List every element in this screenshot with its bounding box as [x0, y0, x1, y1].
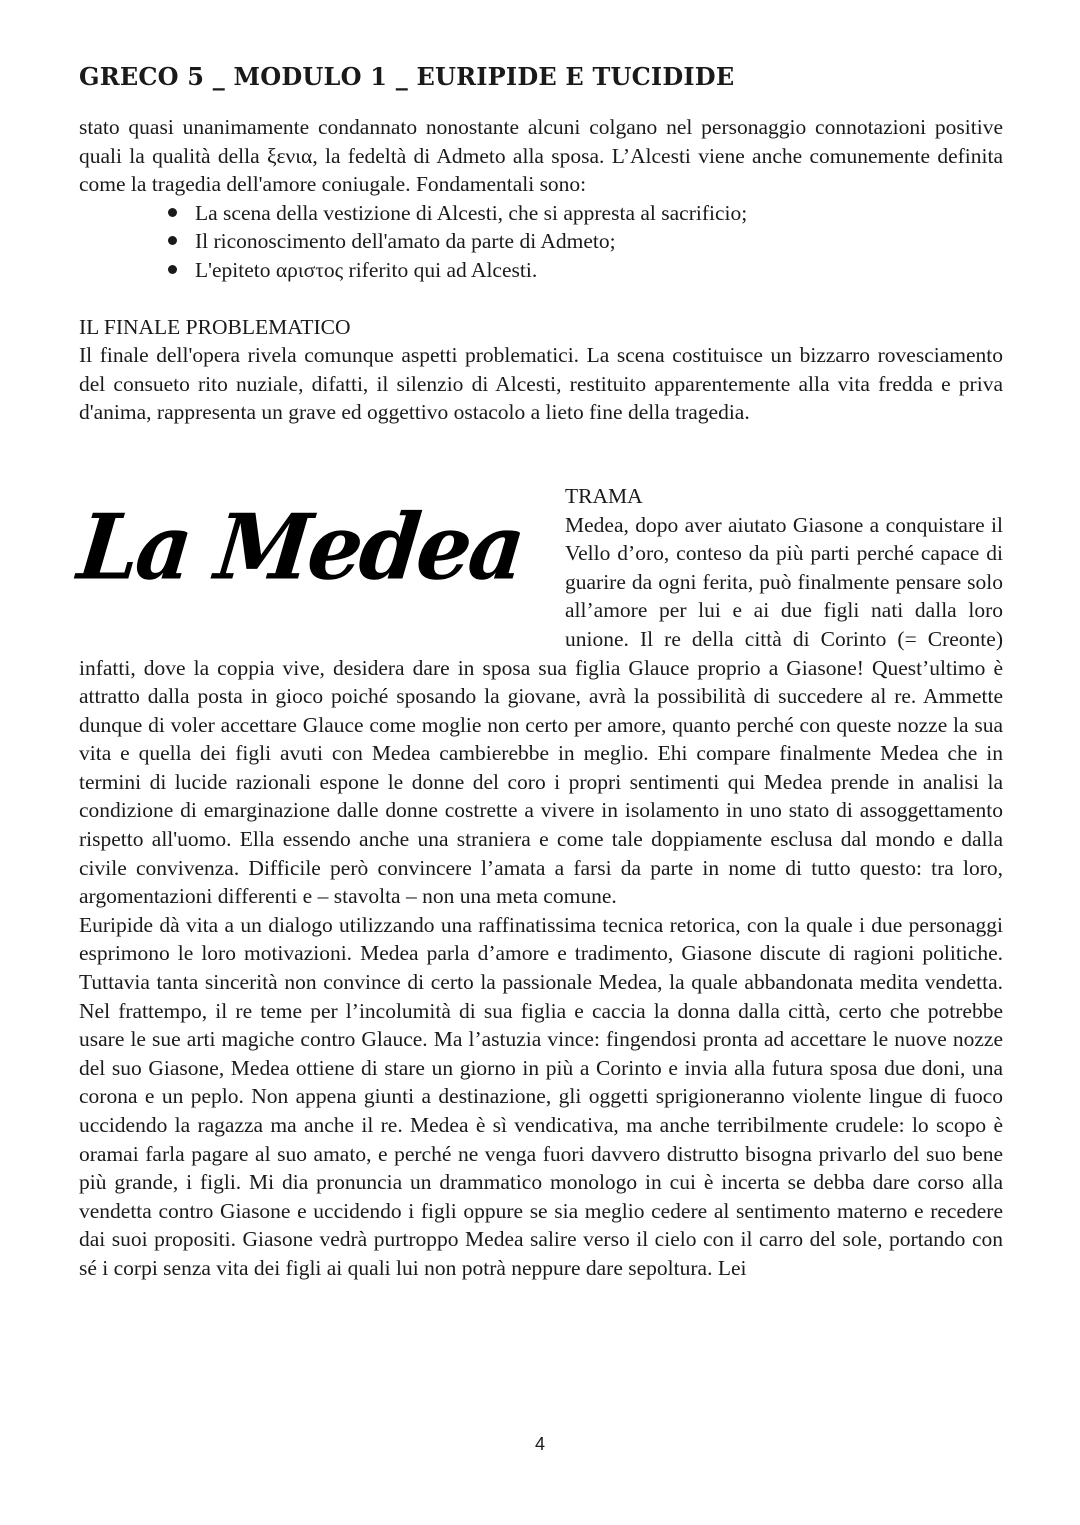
- bullet-item: [165, 227, 1003, 256]
- bullet-item: [165, 256, 1003, 285]
- bullet-text: La scena della vestizione di Alcesti, che si appresta al sacrificio;: [195, 200, 748, 225]
- intro-paragraph: stato quasi unanimamente condannato nonostante alcuni colgano nel personaggio connotazioni positive quali la qualità della ξενια, la fedeltà di Admeto alla sposa. L’Alcesti viene anche comunemente definita come la tragedia dell'amore coniugale. Fondamentali sono:: [79, 115, 1003, 197]
- trama-paragraph-1: Medea, dopo aver aiutato Giasone a conquistare il Vello d’oro, conteso da più parti perché capace di guarire da ogni ferita, può finalmente pensare solo all’amore per lui e ai due figli nati dalla loro unione. Il re della città di Corinto (= Creonte) infatti, dove la coppia vive, desidera dare in sposa sua figlia Glauce proprio a Giasone! Quest’ultimo è attratto dalla posta in gioco poiché sposando la giovane, avrà la possibilità di succedere al re. Ammette dunque di voler accettare Glauce come moglie non certo per amore, quanto perché con queste nozze la sua vita e quella dei figli avuti con Medea cambierebbe in meglio. Ehi compare finalmente Medea che in termini di lucide razionali espone le donne del coro i propri sentimenti qui Medea prende in analisi la condizione di emarginazione dalle donne costrette a vivere in isolamento in uno stato di assoggettamento rispetto all'uomo. Ella essendo anche una straniera e come tale doppiamente esclusa dal mondo e dalla civile convivenza. Difficile però convincere l’amata a farsi da parte in nome di tutto questo: tra loro, argomentazioni differenti e – stavolta – non una meta comune.: [79, 512, 1003, 909]
- bullet-icon: [168, 236, 177, 245]
- medea-section: [73, 482, 1003, 1283]
- bullet-text: L'epiteto αριστος riferito qui ad Alcesti.: [195, 257, 538, 282]
- bullet-item: [165, 199, 1003, 228]
- bullet-icon: [168, 265, 177, 274]
- page-header: GRECO 5 _ MODULO 1 _ EURIPIDE E TUCIDIDE: [79, 62, 735, 91]
- trama-paragraph-2: Euripide dà vita a un dialogo utilizzando una raffinatissima tecnica retorica, con la quale i due personaggi esprimono le loro motivazioni. Medea parla d’amore e tradimento, Giasone discute di ragioni politiche. Tuttavia tanta sincerità non convince di certo la passionale Medea, la quale abbandonata medita vendetta. Nel frattempo, il re teme per l’incolumità di sua figlia e caccia la donna dalla città, certo che potrebbe usare le sue arti magiche contro Glauce. Ma l’astuzia vince: fingendosi pronta ad accettare le nuove nozze del suo Giasone, Medea ottiene di stare un giorno in più a Corinto e invia alla futura sposa due doni, una corona e un peplo. Non appena giunti a destinazione, gli oggetti sprigioneranno violente lingue di fuoco uccidendo la ragazza ma anche il re. Medea è sì vendicativa, ma anche terribilmente crudele: lo scopo è oramai farla pagare al suo amato, e perché ne venga fuori davvero distrutto bisogna privarlo del suo bene più grande, i figli. Mi dia pronuncia un drammatico monologo in cui è incerta se debba dare corso alla vendetta contro Giasone e uccidendo i figli oppure se sia meglio cedere al sentimento materno e recedere dai suoi propositi. Giasone vedrà purtroppo Medea salire verso il cielo con il carro del sole, portando con sé i corpi senza vita dei figli ai quali lui non potrà neppure dare sepoltura. Lei: [79, 912, 1003, 1280]
- bullet-list: [79, 199, 1003, 285]
- section-title-finale: IL FINALE PROBLEMATICO: [79, 314, 351, 339]
- medea-logo-text: La Medea: [73, 494, 528, 601]
- medea-logo: [73, 488, 541, 630]
- document-page: [73, 62, 1003, 1283]
- bullet-text: Il riconoscimento dell'amato da parte di Admeto;: [195, 229, 616, 254]
- section-title-trama: TRAMA: [565, 483, 643, 508]
- finale-paragraph: Il finale dell'opera rivela comunque aspetti problematici. La scena costituisce un bizzarro rovesciamento del consueto rito nuziale, difatti, il silenzio di Alcesti, restituito apparentemente alla vita fredda e priva d'anima, rappresenta un grave ed oggettivo ostacolo a lieto fine della tragedia.: [79, 343, 1003, 425]
- page-number: 4: [534, 1434, 545, 1454]
- bullet-icon: [168, 208, 177, 217]
